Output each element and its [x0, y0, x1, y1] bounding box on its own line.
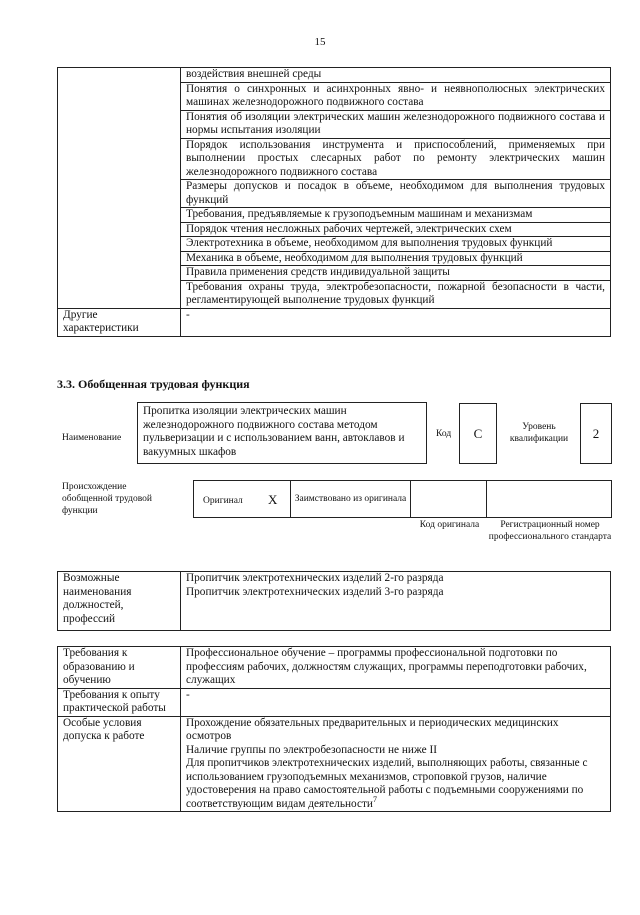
footnote-mark: 7 — [372, 794, 377, 804]
positions-table — [57, 571, 611, 631]
other-characteristics-value: - — [181, 308, 611, 336]
page-number: 15 — [314, 36, 326, 48]
knowledge-row: Понятия об изоляции электрических машин железнодорожного подвижного состава и нормы испытания изоляции — [181, 110, 611, 138]
knowledge-table — [57, 67, 611, 337]
special-conditions-value — [181, 716, 611, 812]
original-mark: X — [268, 492, 278, 507]
qualification-level-label: Уровень квалификации — [509, 422, 569, 444]
experience-value: - — [181, 688, 611, 716]
name-label: Наименование — [62, 433, 122, 443]
condition-line — [186, 757, 605, 811]
borrowed-label: Заимствовано из оригинала — [294, 494, 407, 504]
position-item: Пропитчик электротехнических изделий 2-го разряда — [186, 572, 444, 584]
positions-values — [181, 572, 611, 631]
condition-line: Прохождение обязательных предварительных и периодических медицинских осмотров — [186, 716, 559, 742]
code-original-box — [410, 480, 487, 518]
function-name-box: Пропитка изоляции электрических машин железнодорожного подвижного состава методом пульверизации и с использованием ванн, автоклавов и вакуумных шкафов — [137, 402, 427, 464]
knowledge-row: Порядок использования инструмента и приспособлений, применяемых при выполнении простых слесарных работ по ремонту электрических машин железнодорожного подвижного состава — [181, 138, 611, 180]
experience-label: Требования к опыту практической работы — [58, 688, 181, 716]
qualification-level-box: 2 — [580, 403, 612, 464]
knowledge-row: воздействия внешней среды — [181, 68, 611, 83]
knowledge-row: Порядок чтения несложных рабочих чертежей, электрических схем — [181, 222, 611, 237]
knowledge-row: Правила применения средств индивидуальной защиты — [181, 266, 611, 281]
section-title: 3.3. Обобщенная трудовая функция — [57, 377, 250, 391]
reg-number-caption: Регистрационный номер профессионального стандарта — [488, 520, 612, 542]
other-characteristics-label: Другие характеристики — [58, 308, 181, 336]
requirements-table — [57, 646, 611, 812]
condition-line: Наличие группы по электробезопасности не ниже II — [186, 743, 437, 756]
knowledge-row: Требования, предъявляемые к грузоподъемным машинам и механизмам — [181, 208, 611, 223]
knowledge-row: Размеры допусков и посадок в объеме, необходимом для выполнения трудовых функций — [181, 180, 611, 208]
origin-label: Происхождение обобщенной трудовой функции — [62, 482, 152, 516]
knowledge-label-cell — [58, 68, 181, 309]
education-label: Требования к образованию и обучению — [58, 647, 181, 689]
special-conditions-label: Особые условия допуска к работе — [58, 716, 181, 812]
knowledge-row: Требования охраны труда, электробезопасности, пожарной безопасности в части, регламентирующей выполнение трудовых функций — [181, 280, 611, 308]
code-value-box: C — [459, 403, 497, 464]
position-item: Пропитчик электротехнических изделий 3-го разряда — [186, 585, 444, 598]
condition-text: Для пропитчиков электротехнических изделий, выполняющих работы, связанные с использованием грузоподъемных механизмов, строповкой грузов, наличие удостоверения на право самостоятельной работы с подъемными сооружениями по соответствующим видам деятельности — [186, 757, 588, 810]
education-value: Профессиональное обучение – программы профессиональной подготовки по профессиям рабочих, должностям служащих, программы переподготовки рабочих, служащих — [181, 647, 611, 689]
reg-number-box — [486, 480, 612, 518]
code-original-caption: Код оригинала — [419, 520, 480, 530]
knowledge-row: Понятия о синхронных и асинхронных явно- и неявнополюсных электрических машинах железнодорожного подвижного состава — [181, 82, 611, 110]
original-box — [193, 480, 291, 518]
borrowed-box — [290, 480, 411, 518]
knowledge-row: Механика в объеме, необходимом для выполнения трудовых функций — [181, 251, 611, 266]
code-label: Код — [436, 429, 452, 439]
knowledge-row: Электротехника в объеме, необходимом для выполнения трудовых функций — [181, 237, 611, 252]
positions-label: Возможные наименования должностей, профессий — [58, 572, 181, 631]
original-label: Оригинал — [203, 496, 243, 506]
